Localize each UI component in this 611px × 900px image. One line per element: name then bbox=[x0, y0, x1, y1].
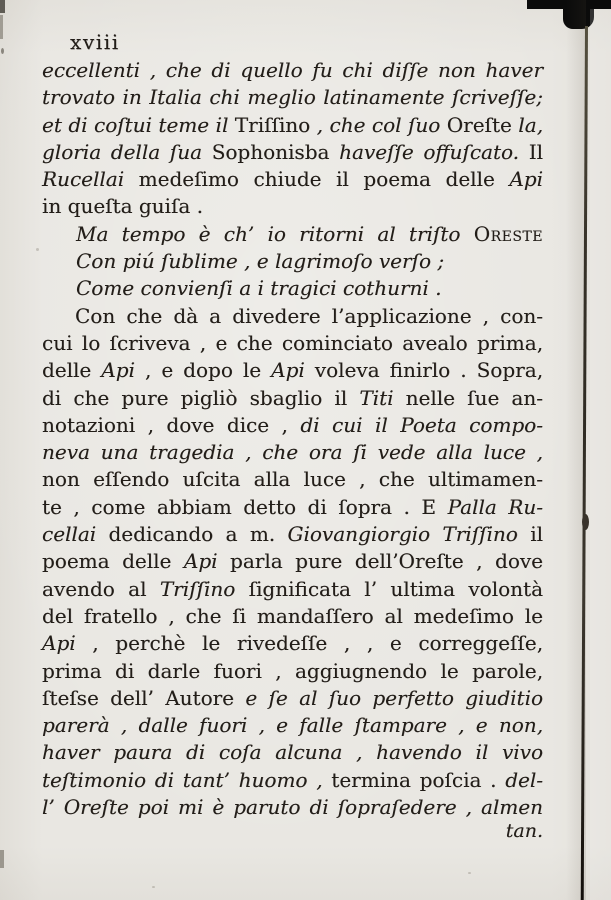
text-segment: cellai bbox=[42, 522, 97, 547]
text-segment: Sophonisba bbox=[211, 139, 330, 164]
text-segment: Giovangiorgio Triſſino bbox=[287, 522, 518, 547]
text-segment: il bbox=[517, 522, 543, 547]
text-segment: Api bbox=[271, 358, 305, 383]
text-line bbox=[42, 357, 543, 384]
text-segment: non eſſendo uſcita alla luce , che ultimamen- bbox=[42, 467, 543, 492]
text-segment: Oreste bbox=[473, 221, 543, 246]
text-segment: , e dopo le bbox=[134, 358, 272, 383]
text-segment: termina poſcia . bbox=[331, 767, 506, 792]
text-line bbox=[42, 630, 543, 657]
text-segment: haver paura di coſa alcuna , havendo il vivo bbox=[42, 740, 543, 765]
text-line bbox=[42, 548, 543, 575]
text-segment: prima di darle fuori , aggiugnendo le parole‚ bbox=[42, 658, 543, 683]
text-line bbox=[42, 521, 543, 548]
text-line bbox=[42, 712, 543, 739]
text-segment: delle bbox=[42, 358, 102, 383]
text-segment: Oreſte bbox=[446, 112, 512, 137]
text-segment: medeſimo chiude il poema delle bbox=[124, 167, 510, 192]
text-segment: trovato in Italia chi meglio latinamente ſcriveſſe; bbox=[42, 85, 543, 110]
text-segment: Titi bbox=[359, 385, 394, 410]
text-segment: et di coſtui teme il bbox=[42, 112, 235, 137]
text-segment: Con piú ſublime , e lagrimoſo verſo ; bbox=[76, 249, 445, 274]
text-line bbox=[42, 221, 543, 248]
text-line bbox=[42, 794, 543, 821]
text-segment: Api bbox=[183, 549, 218, 574]
left-edge-scan-mark bbox=[0, 15, 3, 39]
text-line bbox=[42, 767, 543, 794]
text-segment: ſteſse dell’ Autore bbox=[42, 685, 246, 710]
text-block bbox=[42, 57, 543, 821]
paper-speck bbox=[468, 872, 471, 874]
text-segment: Triſſino bbox=[234, 112, 311, 137]
text-line bbox=[42, 466, 543, 493]
text-segment: la‚ bbox=[511, 112, 543, 137]
text-segment: cui lo ſcriveva , e che cominciato avealo prima‚ bbox=[42, 330, 543, 355]
text-segment: di cui il Poeta compo- bbox=[300, 412, 543, 437]
text-segment: Ma tempo è ch’ io ritorni al triſto bbox=[76, 221, 474, 246]
text-segment: e ſe al ſuo perfetto giuditio bbox=[245, 685, 543, 710]
text-segment: , che col ſuo bbox=[310, 112, 447, 137]
text-segment: l’ Oreſte poi mi è paruto di ſopraſedere , almen bbox=[42, 795, 543, 820]
left-edge-scan-mark bbox=[0, 0, 5, 13]
left-edge-scan-mark bbox=[1, 48, 4, 54]
text-segment: Api bbox=[42, 631, 76, 656]
text-segment: avendo al bbox=[42, 576, 160, 601]
text-segment: parerà , dalle fuori , e falle ſtampare , e non‚ bbox=[42, 713, 543, 738]
text-segment: nelle ſue an- bbox=[393, 385, 543, 410]
text-segment: parla pure dell’Oreſte , dove bbox=[217, 549, 543, 574]
text-segment: Triſſino bbox=[159, 576, 236, 601]
text-line bbox=[42, 303, 543, 330]
text-line bbox=[42, 166, 543, 193]
text-segment: neva una tragedia , che ora ſi vede alla luce , bbox=[42, 440, 543, 465]
text-line bbox=[42, 139, 543, 166]
binding-line-ink-blob bbox=[582, 514, 589, 530]
text-line bbox=[42, 84, 543, 111]
text-segment: te , come abbiam detto di ſopra . E bbox=[42, 494, 448, 519]
text-line bbox=[42, 330, 543, 357]
text-line bbox=[42, 412, 543, 439]
text-segment: poema delle bbox=[42, 549, 184, 574]
left-edge-scan-mark bbox=[0, 850, 4, 868]
text-line bbox=[42, 658, 543, 685]
paper-speck bbox=[152, 886, 155, 888]
text-line bbox=[42, 576, 543, 603]
text-line bbox=[42, 739, 543, 766]
text-line bbox=[42, 603, 543, 630]
text-line bbox=[42, 385, 543, 412]
text-segment: , perchè le rivedeſſe , , e correggeſſe‚ bbox=[75, 631, 543, 656]
text-segment: Con che dà a divedere l’applicazione , con- bbox=[75, 303, 543, 328]
paper-speck bbox=[214, 648, 217, 651]
text-line bbox=[42, 439, 543, 466]
text-segment: Rucellai bbox=[42, 167, 125, 192]
text-segment: ſignificata l’ ultima volontà bbox=[235, 576, 543, 601]
text-segment: di che pure pigliò sbaglio il bbox=[42, 385, 360, 410]
text-line bbox=[42, 275, 543, 302]
text-segment: teſtimonio di tant’ huomo , bbox=[42, 767, 332, 792]
text-segment: del fratello , che ſi mandaſſero al medeſimo le bbox=[42, 603, 543, 628]
text-line bbox=[42, 112, 543, 139]
text-segment: Api bbox=[101, 358, 135, 383]
text-segment: del- bbox=[505, 767, 544, 792]
text-line bbox=[42, 685, 543, 712]
adjacent-page-edge bbox=[590, 9, 611, 900]
page-number: xviii bbox=[70, 30, 120, 54]
text-segment: voleva finirlo . Sopra‚ bbox=[304, 358, 543, 383]
text-segment: dedicando a m. bbox=[96, 522, 288, 547]
text-segment: Il bbox=[519, 139, 544, 164]
text-line bbox=[42, 248, 543, 275]
text-segment: Come convienſi a i tragici cothurni . bbox=[76, 276, 442, 301]
text-segment: Api bbox=[509, 167, 543, 192]
text-segment: Palla Ru- bbox=[447, 494, 543, 519]
text-segment: eccellenti , che di quello fu chi diſſe non haver bbox=[42, 58, 543, 82]
text-line bbox=[42, 193, 543, 220]
text-segment: notazioni , dove dice , bbox=[42, 412, 301, 437]
text-segment: gloria della ſua bbox=[42, 139, 212, 164]
text-segment: haveſſe offuſcato. bbox=[329, 139, 520, 164]
text-segment: in queſta guiſa . bbox=[42, 194, 203, 219]
paper-speck bbox=[36, 248, 39, 251]
text-line bbox=[42, 494, 543, 521]
catchword: tan. bbox=[505, 820, 543, 842]
text-line bbox=[42, 57, 543, 84]
